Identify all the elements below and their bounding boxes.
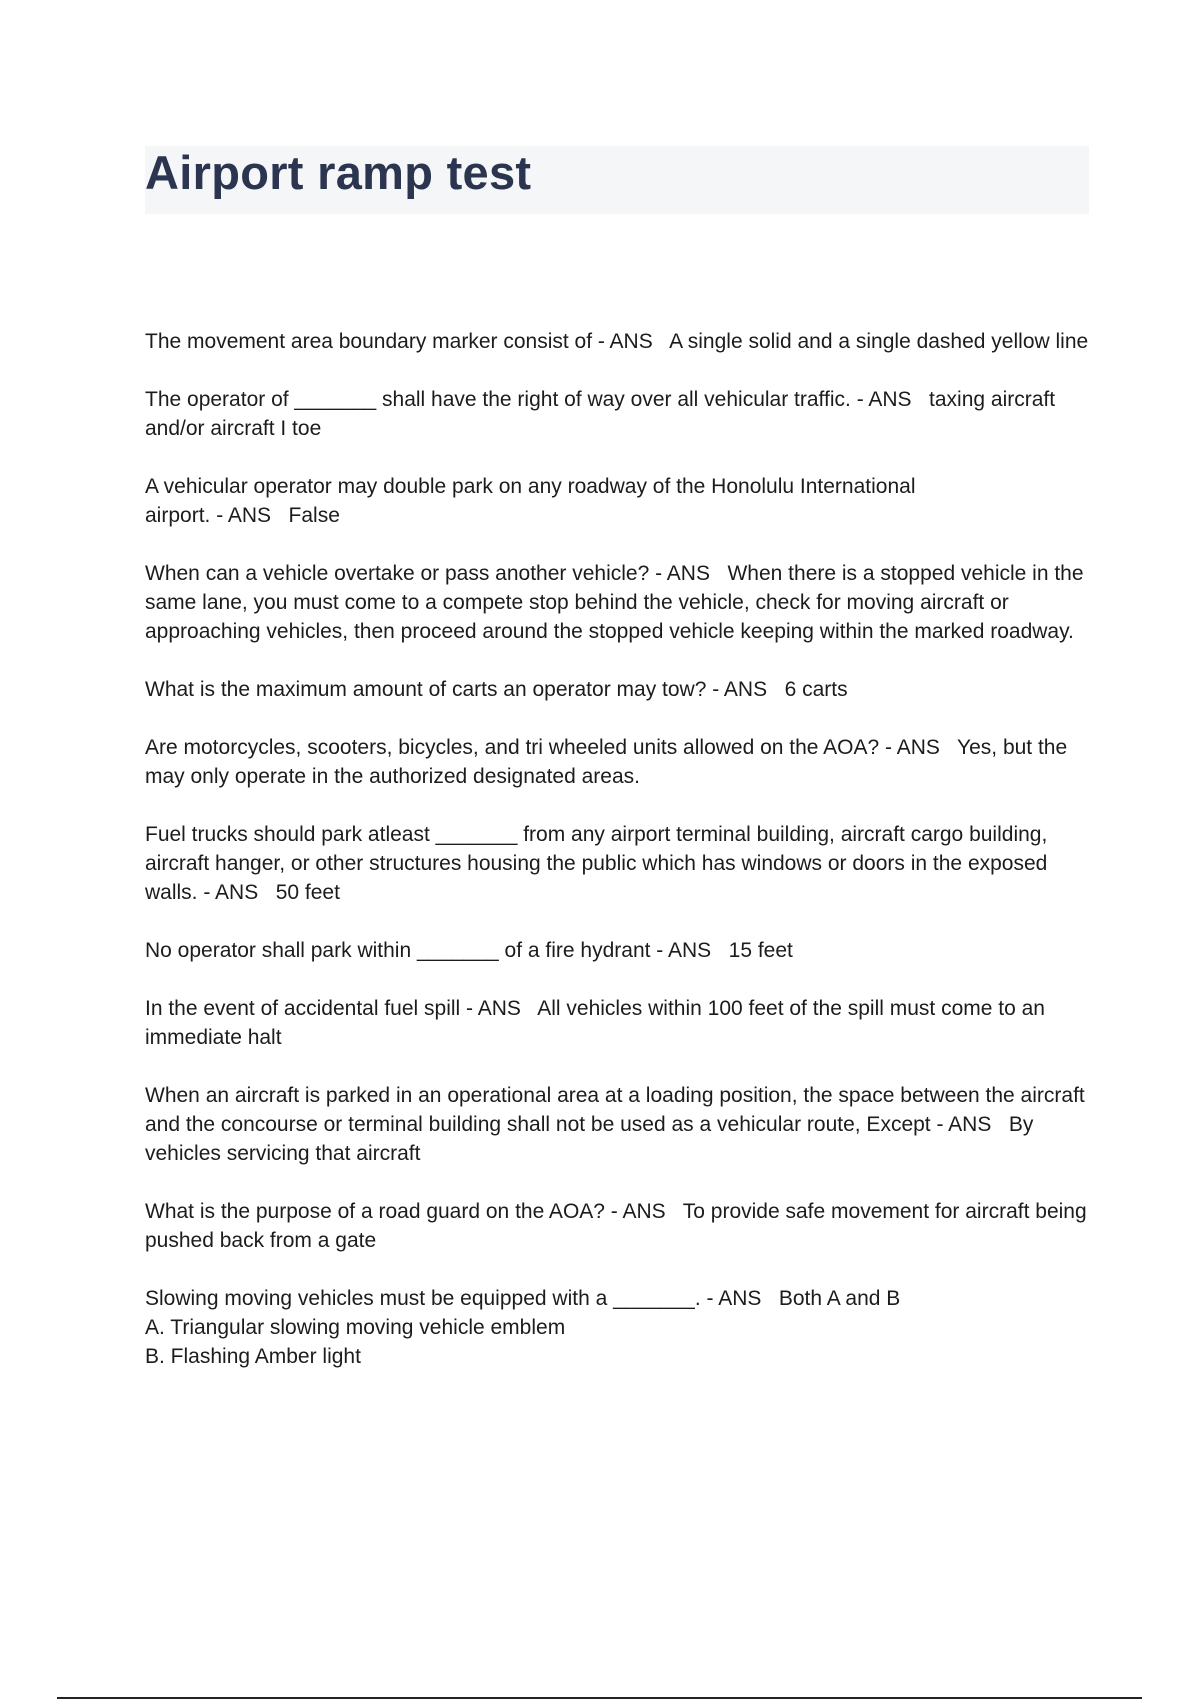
qa-item-3 xyxy=(145,472,1095,530)
question-text: Are motorcycles, scooters, bicycles, and tri wheeled units allowed on the AOA? xyxy=(145,736,880,759)
answer-text: All vehicles within 100 feet of the spill must come to an immediate halt xyxy=(145,997,1051,1049)
question-text: What is the purpose of a road guard on the AOA? xyxy=(145,1200,605,1223)
document-title: Airport ramp test xyxy=(145,146,532,199)
answer-separator: - ANS xyxy=(879,736,958,759)
question-text: In the event of accidental fuel spill xyxy=(145,997,461,1020)
answer-separator: - ANS xyxy=(706,678,785,701)
answer-separator: - ANS xyxy=(604,1200,683,1223)
answer-text: taxing aircraft and/or aircraft I toe xyxy=(145,388,1061,440)
answer-separator: - ANS xyxy=(460,997,538,1020)
qa-item-11 xyxy=(145,1197,1095,1255)
question-text: Fuel trucks should park atleast _______ from any airport terminal building, aircraft cargo building, aircraft hanger, or other structures housing the public which has windows or doors in the exposed walls. xyxy=(145,823,1054,904)
answer-separator: - ANS xyxy=(649,562,728,585)
answer-text: 50 feet xyxy=(275,881,340,904)
answer-text: To provide safe movement for aircraft being pushed back from a gate xyxy=(145,1200,1093,1252)
question-text: Slowing moving vehicles must be equipped with a _______. xyxy=(145,1287,701,1310)
answer-text: A single solid and a single dashed yellow line xyxy=(669,330,1089,353)
page-bottom-rule xyxy=(57,1697,1142,1699)
answer-separator: - ANS xyxy=(197,881,276,904)
answer-separator: - ANS xyxy=(930,1113,1009,1136)
qa-list xyxy=(145,327,1095,1400)
question-text: The operator of _______ shall have the right of way over all vehicular traffic. xyxy=(145,388,851,411)
question-text: No operator shall park within _______ of a fire hydrant xyxy=(145,939,651,962)
qa-item-7 xyxy=(145,820,1095,907)
answer-text: False xyxy=(288,504,340,527)
answer-option-a: A. Triangular slowing moving vehicle emblem xyxy=(145,1316,566,1339)
answer-separator: - ANS xyxy=(592,330,670,353)
qa-item-10 xyxy=(145,1081,1095,1168)
qa-item-1 xyxy=(145,327,1095,356)
answer-separator: - ANS xyxy=(700,1287,779,1310)
answer-text: Yes, but the may only operate in the authorized designated areas. xyxy=(145,736,1074,788)
answer-text: 6 carts xyxy=(784,678,848,701)
answer-option-b: B. Flashing Amber light xyxy=(145,1345,361,1368)
qa-item-9 xyxy=(145,994,1095,1052)
qa-item-4 xyxy=(145,559,1095,646)
answer-separator: - ANS xyxy=(850,388,930,411)
question-text: A vehicular operator may double park on any roadway of the Honolulu International airport. xyxy=(145,475,922,527)
answer-text: 15 feet xyxy=(728,939,793,962)
qa-item-8 xyxy=(145,936,1095,965)
qa-item-2 xyxy=(145,385,1095,443)
answer-text: When there is a stopped vehicle in the same lane, you must come to a compete stop behind the vehicle, check for moving aircraft or approaching vehicles, then proceed around the stopped vehicle keeping within the marked roadway. xyxy=(145,562,1090,643)
qa-item-6 xyxy=(145,733,1095,791)
answer-separator: - ANS xyxy=(650,939,729,962)
answer-text: By vehicles servicing that aircraft xyxy=(145,1113,1040,1165)
question-text: The movement area boundary marker consist of xyxy=(145,330,593,353)
question-text: When an aircraft is parked in an operational area at a loading position, the space between the aircraft and the concourse or terminal building shall not be used as a vehicular route, Except xyxy=(145,1084,1091,1136)
qa-item-12 xyxy=(145,1284,1095,1371)
answer-text: Both A and B xyxy=(778,1287,901,1310)
qa-item-5 xyxy=(145,675,1095,704)
question-text: What is the maximum amount of carts an operator may tow? xyxy=(145,678,707,701)
question-text: When can a vehicle overtake or pass another vehicle? xyxy=(145,562,650,585)
answer-separator: - ANS xyxy=(210,504,289,527)
